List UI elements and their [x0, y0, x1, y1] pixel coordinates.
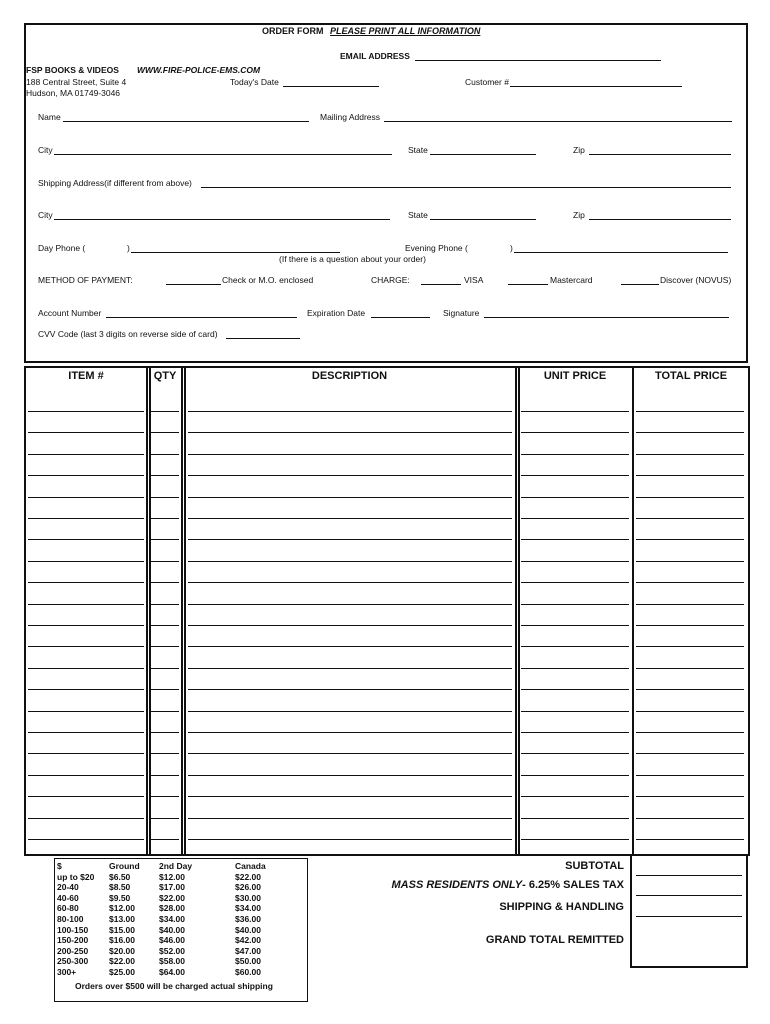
item-number-field[interactable]	[28, 711, 144, 712]
subtotal-label: SUBTOTAL	[565, 860, 624, 872]
unit-price-field[interactable]	[521, 753, 629, 754]
zip-label: Zip	[573, 145, 585, 155]
unit-price-field[interactable]	[521, 518, 629, 519]
qty-field[interactable]	[151, 561, 179, 562]
grand-total-label: GRAND TOTAL REMITTED	[485, 934, 624, 946]
items-table	[24, 366, 750, 856]
shipping-rate-cell: $22.00	[109, 956, 135, 967]
description-field[interactable]	[188, 518, 512, 519]
shipping-rate-row	[57, 946, 270, 957]
description-field[interactable]	[188, 796, 512, 797]
unit-price-field[interactable]	[521, 604, 629, 605]
sales-tax-rate: - 6.25% SALES TAX	[522, 879, 624, 891]
qty-field[interactable]	[151, 646, 179, 647]
total-price-field[interactable]	[636, 668, 744, 669]
item-number-field[interactable]	[28, 689, 144, 690]
shipping-header: 2nd Day	[159, 861, 193, 871]
shipping-rate-cell: 40-60	[57, 892, 79, 903]
zip-field[interactable]	[589, 154, 731, 155]
item-number-field[interactable]	[28, 732, 144, 733]
customer-info-box	[24, 23, 748, 363]
shipping-rate-cell: $28.00	[159, 903, 185, 914]
shipping-rate-cell: $8.50	[109, 882, 131, 893]
qty-field[interactable]	[151, 432, 179, 433]
description-field[interactable]	[188, 432, 512, 433]
column-divider	[149, 368, 151, 854]
shipping-state-field[interactable]	[430, 219, 536, 220]
item-number-field[interactable]	[28, 604, 144, 605]
qty-field[interactable]	[151, 796, 179, 797]
name-field[interactable]	[63, 121, 309, 122]
cvv-field[interactable]	[226, 338, 300, 339]
total-price-field[interactable]	[636, 711, 744, 712]
shipping-rate-row	[57, 925, 270, 936]
shipping-zip-label: Zip	[573, 210, 585, 220]
name-label: Name	[38, 112, 61, 122]
sales-tax-field[interactable]	[636, 895, 742, 896]
shipping-address-label: Shipping Address(if different from above)	[38, 178, 192, 188]
qty-field[interactable]	[151, 732, 179, 733]
unit-price-field[interactable]	[521, 475, 629, 476]
shipping-rate-cell: $30.00	[235, 892, 261, 903]
evening-phone-field[interactable]	[514, 252, 728, 253]
account-number-label: Account Number	[38, 308, 102, 318]
visa-label: VISA	[464, 275, 484, 285]
phone-note: (If there is a question about your order)	[279, 254, 426, 264]
column-divider	[632, 368, 634, 854]
total-price-field[interactable]	[636, 625, 744, 626]
description-field[interactable]	[188, 539, 512, 540]
total-price-field[interactable]	[636, 582, 744, 583]
description-field[interactable]	[188, 668, 512, 669]
cvv-label: CVV Code (last 3 digits on reverse side of card)	[38, 329, 218, 339]
shipping-rate-cell: $40.00	[159, 924, 185, 935]
shipping-city-label: City	[38, 210, 53, 220]
qty-field[interactable]	[151, 518, 179, 519]
qty-field[interactable]	[151, 711, 179, 712]
column-divider	[184, 368, 186, 854]
city-field[interactable]	[54, 154, 392, 155]
qty-field[interactable]	[151, 625, 179, 626]
description-field[interactable]	[188, 561, 512, 562]
shipping-header: Ground	[109, 861, 140, 871]
unit-price-field[interactable]	[521, 625, 629, 626]
column-divider	[181, 368, 183, 854]
signature-label: Signature	[443, 308, 480, 318]
shipping-rate-cell: 250-300	[57, 956, 89, 967]
shipping-rate-cell: $26.00	[235, 882, 261, 893]
item-number-field[interactable]	[28, 775, 144, 776]
company-street: 188 Central Street, Suite 4	[26, 77, 127, 87]
item-number-field[interactable]	[28, 839, 144, 840]
shipping-rate-row	[57, 903, 270, 914]
charge-label: CHARGE:	[371, 275, 410, 285]
unit-price-field[interactable]	[521, 432, 629, 433]
shipping-rate-row	[57, 882, 270, 893]
shipping-rate-row	[57, 935, 270, 946]
total-price-field[interactable]	[636, 604, 744, 605]
discover-label: Discover (NOVUS)	[660, 275, 732, 285]
shipping-rate-cell: $16.00	[109, 935, 135, 946]
item-number-field[interactable]	[28, 668, 144, 669]
total-price-field[interactable]	[636, 732, 744, 733]
unit-price-field[interactable]	[521, 732, 629, 733]
company-website: WWW.FIRE-POLICE-EMS.COM	[137, 65, 261, 75]
column-divider	[515, 368, 517, 854]
shipping-rate-cell: $9.50	[109, 892, 131, 903]
unit-price-field[interactable]	[521, 561, 629, 562]
shipping-rate-cell: $58.00	[159, 956, 185, 967]
shipping-rate-row	[57, 872, 270, 883]
shipping-rate-cell: $50.00	[235, 956, 261, 967]
description-field[interactable]	[188, 475, 512, 476]
item-number-field[interactable]	[28, 753, 144, 754]
qty-field[interactable]	[151, 839, 179, 840]
account-number-field[interactable]	[106, 317, 297, 318]
shipping-rate-cell: $25.00	[109, 966, 135, 977]
item-number-field[interactable]	[28, 582, 144, 583]
total-price-field[interactable]	[636, 775, 744, 776]
shipping-rate-cell: $13.00	[109, 913, 135, 924]
description-field[interactable]	[188, 818, 512, 819]
shipping-header: Canada	[235, 861, 266, 871]
total-price-field[interactable]	[636, 561, 744, 562]
qty-field[interactable]	[151, 775, 179, 776]
unit-price-field[interactable]	[521, 839, 629, 840]
expiration-date-label: Expiration Date	[307, 308, 366, 318]
unit-price-field[interactable]	[521, 411, 629, 412]
totals-box	[630, 854, 748, 968]
unit-price-field[interactable]	[521, 689, 629, 690]
print-instruction: PLEASE PRINT ALL INFORMATION	[330, 26, 481, 36]
shipping-rate-cell: $46.00	[159, 935, 185, 946]
total-price-field[interactable]	[636, 539, 744, 540]
qty-field[interactable]	[151, 818, 179, 819]
description-field[interactable]	[188, 711, 512, 712]
item-number-field[interactable]	[28, 475, 144, 476]
mailing-address-field[interactable]	[384, 121, 732, 122]
day-phone-field[interactable]	[131, 252, 340, 253]
qty-field[interactable]	[151, 454, 179, 455]
qty-field[interactable]	[151, 604, 179, 605]
column-divider	[518, 368, 520, 854]
description-field[interactable]	[188, 646, 512, 647]
description-field[interactable]	[188, 604, 512, 605]
customer-number-field[interactable]	[510, 86, 682, 87]
item-number-field[interactable]	[28, 796, 144, 797]
unit-price-field[interactable]	[521, 818, 629, 819]
unit-price-field[interactable]	[521, 775, 629, 776]
item-number-field[interactable]	[28, 497, 144, 498]
total-price-field[interactable]	[636, 839, 744, 840]
day-phone-label: Day Phone (	[38, 243, 86, 253]
signature-field[interactable]	[484, 317, 729, 318]
unit-price-field[interactable]	[521, 646, 629, 647]
shipping-rate-cell: $22.00	[235, 871, 261, 882]
shipping-rates-table	[57, 861, 270, 978]
discover-field[interactable]	[621, 284, 659, 285]
shipping-rate-cell: $42.00	[235, 935, 261, 946]
unit-price-field[interactable]	[521, 539, 629, 540]
total-price-field[interactable]	[636, 689, 744, 690]
state-field[interactable]	[430, 154, 536, 155]
form-title: ORDER FORM PLEASE PRINT ALL INFORMATION	[262, 26, 481, 36]
column-header-total-price: TOTAL PRICE	[654, 370, 728, 382]
shipping-rate-cell: $12.00	[109, 903, 135, 914]
shipping-handling-label: SHIPPING & HANDLING	[499, 901, 624, 913]
description-field[interactable]	[188, 497, 512, 498]
shipping-rate-cell: $64.00	[159, 966, 185, 977]
shipping-rate-cell: $40.00	[235, 924, 261, 935]
description-field[interactable]	[188, 625, 512, 626]
shipping-rate-cell: $15.00	[109, 924, 135, 935]
visa-field[interactable]	[421, 284, 461, 285]
shipping-rate-cell: $12.00	[159, 871, 185, 882]
unit-price-field[interactable]	[521, 454, 629, 455]
shipping-rate-cell: 150-200	[57, 935, 89, 946]
check-field[interactable]	[166, 284, 221, 285]
shipping-rate-cell: 80-100	[57, 913, 84, 924]
item-number-field[interactable]	[28, 411, 144, 412]
unit-price-field[interactable]	[521, 582, 629, 583]
unit-price-field[interactable]	[521, 711, 629, 712]
description-field[interactable]	[188, 582, 512, 583]
total-price-field[interactable]	[636, 432, 744, 433]
check-label: Check or M.O. enclosed	[222, 275, 314, 285]
mass-residents-label: MASS RESIDENTS ONLY	[391, 879, 523, 891]
shipping-rate-row	[57, 956, 270, 967]
unit-price-field[interactable]	[521, 497, 629, 498]
total-price-field[interactable]	[636, 454, 744, 455]
shipping-city-field[interactable]	[54, 219, 390, 220]
email-label: EMAIL ADDRESS	[340, 51, 410, 61]
description-field[interactable]	[188, 775, 512, 776]
shipping-rate-cell: up to $20	[57, 871, 95, 882]
qty-field[interactable]	[151, 689, 179, 690]
evening-phone-paren: )	[510, 243, 513, 253]
total-price-field[interactable]	[636, 411, 744, 412]
description-field[interactable]	[188, 454, 512, 455]
item-number-field[interactable]	[28, 518, 144, 519]
shipping-rate-cell: $17.00	[159, 882, 185, 893]
item-number-field[interactable]	[28, 818, 144, 819]
unit-price-field[interactable]	[521, 668, 629, 669]
shipping-state-label: State	[408, 210, 428, 220]
evening-phone-label: Evening Phone (	[405, 243, 468, 253]
company-city: Hudson, MA 01749-3046	[26, 88, 121, 98]
shipping-handling-field[interactable]	[636, 916, 742, 917]
payment-method-label: METHOD OF PAYMENT:	[38, 275, 133, 285]
total-price-field[interactable]	[636, 497, 744, 498]
shipping-rate-row	[57, 893, 270, 904]
qty-field[interactable]	[151, 497, 179, 498]
description-field[interactable]	[188, 753, 512, 754]
expiration-date-field[interactable]	[371, 317, 430, 318]
shipping-rate-row	[57, 967, 270, 978]
shipping-rate-cell: $47.00	[235, 945, 261, 956]
item-number-field[interactable]	[28, 539, 144, 540]
description-field[interactable]	[188, 839, 512, 840]
shipping-rate-cell: 100-150	[57, 924, 89, 935]
shipping-rate-cell: $60.00	[235, 966, 261, 977]
shipping-rate-cell: 60-80	[57, 903, 79, 914]
shipping-header: $	[57, 861, 62, 871]
qty-field[interactable]	[151, 539, 179, 540]
total-price-field[interactable]	[636, 475, 744, 476]
total-price-field[interactable]	[636, 796, 744, 797]
total-price-field[interactable]	[636, 518, 744, 519]
item-number-field[interactable]	[28, 432, 144, 433]
customer-number-label: Customer #	[465, 77, 509, 87]
email-field[interactable]	[415, 60, 661, 61]
column-header-qty: QTY	[153, 370, 177, 382]
item-number-field[interactable]	[28, 561, 144, 562]
subtotal-field[interactable]	[636, 875, 742, 876]
shipping-rate-cell: $34.00	[235, 903, 261, 914]
city-label: City	[38, 145, 53, 155]
item-number-field[interactable]	[28, 646, 144, 647]
mastercard-label: Mastercard	[550, 275, 593, 285]
description-field[interactable]	[188, 689, 512, 690]
shipping-header-row	[57, 861, 270, 872]
column-header-item: ITEM #	[68, 370, 104, 382]
shipping-note: Orders over $500 will be charged actual shipping	[75, 981, 273, 991]
column-divider	[146, 368, 148, 854]
shipping-rate-cell: $22.00	[159, 892, 185, 903]
shipping-rates-box	[54, 858, 308, 1002]
item-number-field[interactable]	[28, 454, 144, 455]
qty-field[interactable]	[151, 668, 179, 669]
mastercard-field[interactable]	[508, 284, 548, 285]
shipping-rate-cell: $34.00	[159, 913, 185, 924]
todays-date-label: Today's Date	[230, 77, 279, 87]
shipping-rate-cell: $52.00	[159, 945, 185, 956]
shipping-rate-cell: $6.50	[109, 871, 131, 882]
total-price-field[interactable]	[636, 818, 744, 819]
shipping-rate-cell: 20-40	[57, 882, 79, 893]
shipping-rate-cell: 300+	[57, 966, 77, 977]
description-field[interactable]	[188, 732, 512, 733]
todays-date-field[interactable]	[283, 86, 379, 87]
column-header-unit-price: UNIT PRICE	[543, 370, 607, 382]
qty-field[interactable]	[151, 582, 179, 583]
total-price-field[interactable]	[636, 646, 744, 647]
qty-field[interactable]	[151, 411, 179, 412]
shipping-rate-cell: $20.00	[109, 945, 135, 956]
qty-field[interactable]	[151, 475, 179, 476]
shipping-zip-field[interactable]	[589, 219, 731, 220]
column-header-description: DESCRIPTION	[311, 370, 388, 382]
shipping-rate-row	[57, 914, 270, 925]
shipping-address-field[interactable]	[201, 187, 731, 188]
item-number-field[interactable]	[28, 625, 144, 626]
mailing-address-label: Mailing Address	[320, 112, 381, 122]
company-name: FSP BOOKS & VIDEOS	[26, 65, 119, 75]
state-label: State	[408, 145, 428, 155]
shipping-rate-cell: 200-250	[57, 945, 89, 956]
total-price-field[interactable]	[636, 753, 744, 754]
shipping-rate-cell: $36.00	[235, 913, 261, 924]
sales-tax-label	[392, 879, 624, 891]
qty-field[interactable]	[151, 753, 179, 754]
day-phone-paren: )	[127, 243, 130, 253]
unit-price-field[interactable]	[521, 796, 629, 797]
description-field[interactable]	[188, 411, 512, 412]
